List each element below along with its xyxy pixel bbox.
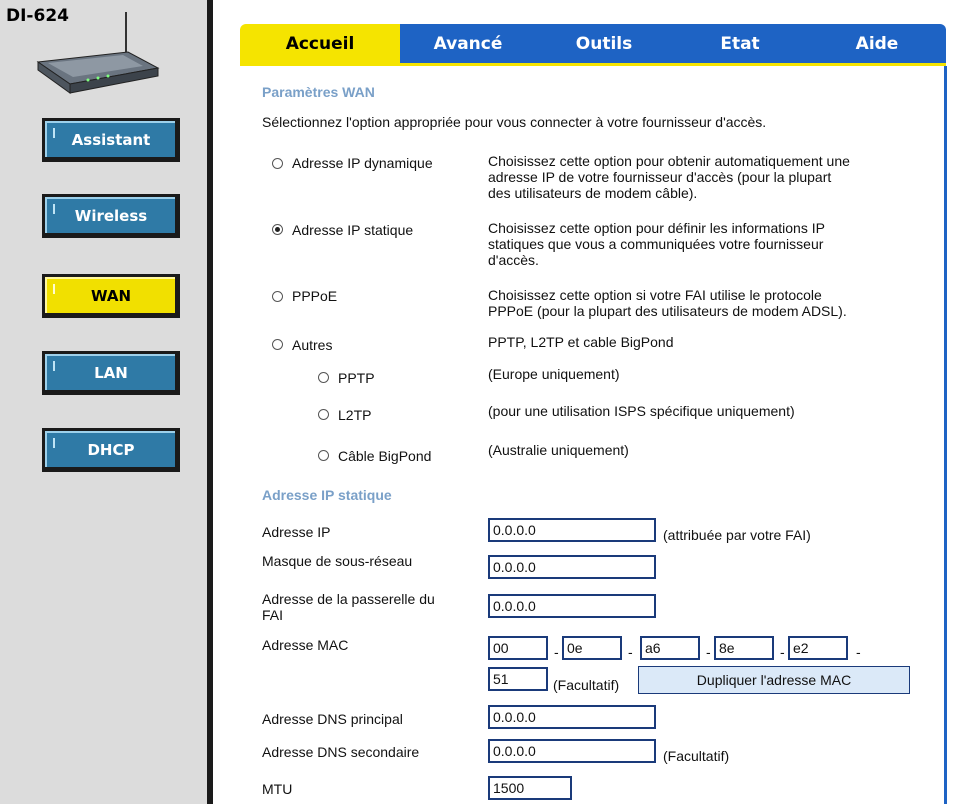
radio-bigpond[interactable]: [318, 450, 329, 461]
tab-avance[interactable]: Avancé: [400, 24, 536, 64]
radio-static-ip[interactable]: [272, 224, 283, 235]
nav-assistant-button[interactable]: [42, 118, 180, 162]
nav-label: Assistant: [45, 121, 175, 157]
option-label-pppoe: PPPoE: [292, 288, 338, 304]
option-label-dynamic: Adresse IP dynamique: [292, 155, 433, 171]
wan-intro: Sélectionnez l'option appropriée pour vous connecter à votre fournisseur d'accès.: [262, 114, 767, 130]
option-desc-dynamic: Choisissez cette option pour obtenir automatiquement une adresse IP de votre fournisseur d'accès (pour la plupart des utilisateurs de modem câble).: [488, 153, 850, 201]
suboption-label-pptp: PPTP: [338, 370, 375, 386]
section-title-wan: Paramètres WAN: [262, 84, 375, 100]
sidebar: [0, 0, 207, 804]
suboption-desc-bigpond: (Australie uniquement): [488, 442, 629, 458]
suboption-label-l2tp: L2TP: [338, 407, 372, 423]
suboption-desc-pptp: (Europe uniquement): [488, 366, 620, 382]
content-border: [944, 66, 947, 804]
nav-dhcp-button[interactable]: [42, 428, 180, 472]
gateway-input[interactable]: [488, 594, 656, 618]
mac-optional-note: (Facultatif): [553, 677, 620, 693]
dns-secondary-label: Adresse DNS secondaire: [262, 744, 420, 760]
option-desc-static: Choisissez cette option pour définir les informations IP statiques que vous a communiquées votre fournisseur d'accès.: [488, 220, 825, 268]
tab-accueil[interactable]: Accueil: [240, 24, 400, 64]
tab-underline: [240, 63, 946, 66]
tab-outils[interactable]: Outils: [536, 24, 672, 64]
subnet-mask-label: Masque de sous-réseau: [262, 553, 413, 569]
mtu-input[interactable]: [488, 776, 572, 800]
section-title-static: Adresse IP statique: [262, 487, 392, 503]
tab-etat[interactable]: Etat: [672, 24, 808, 64]
option-label-static: Adresse IP statique: [292, 222, 414, 238]
subnet-mask-input[interactable]: [488, 555, 656, 579]
dns-secondary-input[interactable]: [488, 739, 656, 763]
mac-octet-4-input[interactable]: [714, 636, 774, 660]
ip-address-input[interactable]: [488, 518, 656, 542]
nav-label: WAN: [45, 277, 175, 313]
clone-mac-button[interactable]: Dupliquer l'adresse MAC: [638, 666, 910, 694]
sidebar-divider: [207, 0, 213, 804]
mac-octet-3-input[interactable]: [640, 636, 700, 660]
gateway-label: Adresse de la passerelle du FAI: [262, 591, 435, 623]
nav-label: DHCP: [45, 431, 175, 467]
nav-lan-button[interactable]: [42, 351, 180, 395]
suboption-label-bigpond: Câble BigPond: [338, 448, 432, 464]
model-name: DI-624: [6, 6, 69, 26]
mac-octet-6-input[interactable]: [488, 667, 548, 691]
ip-address-label: Adresse IP: [262, 524, 331, 540]
mtu-label: MTU: [262, 781, 293, 797]
mac-separator: -: [780, 644, 785, 660]
mac-separator: -: [628, 644, 633, 660]
tab-aide[interactable]: Aide: [808, 24, 946, 64]
ip-address-note: (attribuée par votre FAI): [663, 527, 811, 543]
dns-primary-input[interactable]: [488, 705, 656, 729]
dns-primary-label: Adresse DNS principal: [262, 711, 403, 727]
top-tabs: [240, 24, 946, 64]
option-desc-pppoe: Choisissez cette option si votre FAI utilise le protocole PPPoE (pour la plupart des utilisateurs de modem ADSL).: [488, 287, 847, 319]
mac-address-label: Adresse MAC: [262, 637, 349, 653]
suboption-desc-l2tp: (pour une utilisation ISPS spécifique uniquement): [488, 403, 795, 419]
mac-octet-5-input[interactable]: [788, 636, 848, 660]
radio-dynamic-ip[interactable]: [272, 158, 283, 169]
nav-label: LAN: [45, 354, 175, 390]
nav-label: Wireless: [45, 197, 175, 233]
mac-octet-2-input[interactable]: [562, 636, 622, 660]
mac-separator: -: [554, 644, 559, 660]
mac-separator: -: [706, 644, 711, 660]
mac-octet-1-input[interactable]: [488, 636, 548, 660]
option-desc-autres: PPTP, L2TP et cable BigPond: [488, 334, 674, 350]
radio-pptp[interactable]: [318, 372, 329, 383]
dns-secondary-note: (Facultatif): [663, 748, 730, 764]
radio-l2tp[interactable]: [318, 409, 329, 420]
nav-wan-button[interactable]: [42, 274, 180, 318]
mac-separator: -: [856, 644, 861, 660]
radio-autres[interactable]: [272, 339, 283, 350]
nav-wireless-button[interactable]: [42, 194, 180, 238]
option-label-autres: Autres: [292, 337, 333, 353]
radio-pppoe[interactable]: [272, 291, 283, 302]
